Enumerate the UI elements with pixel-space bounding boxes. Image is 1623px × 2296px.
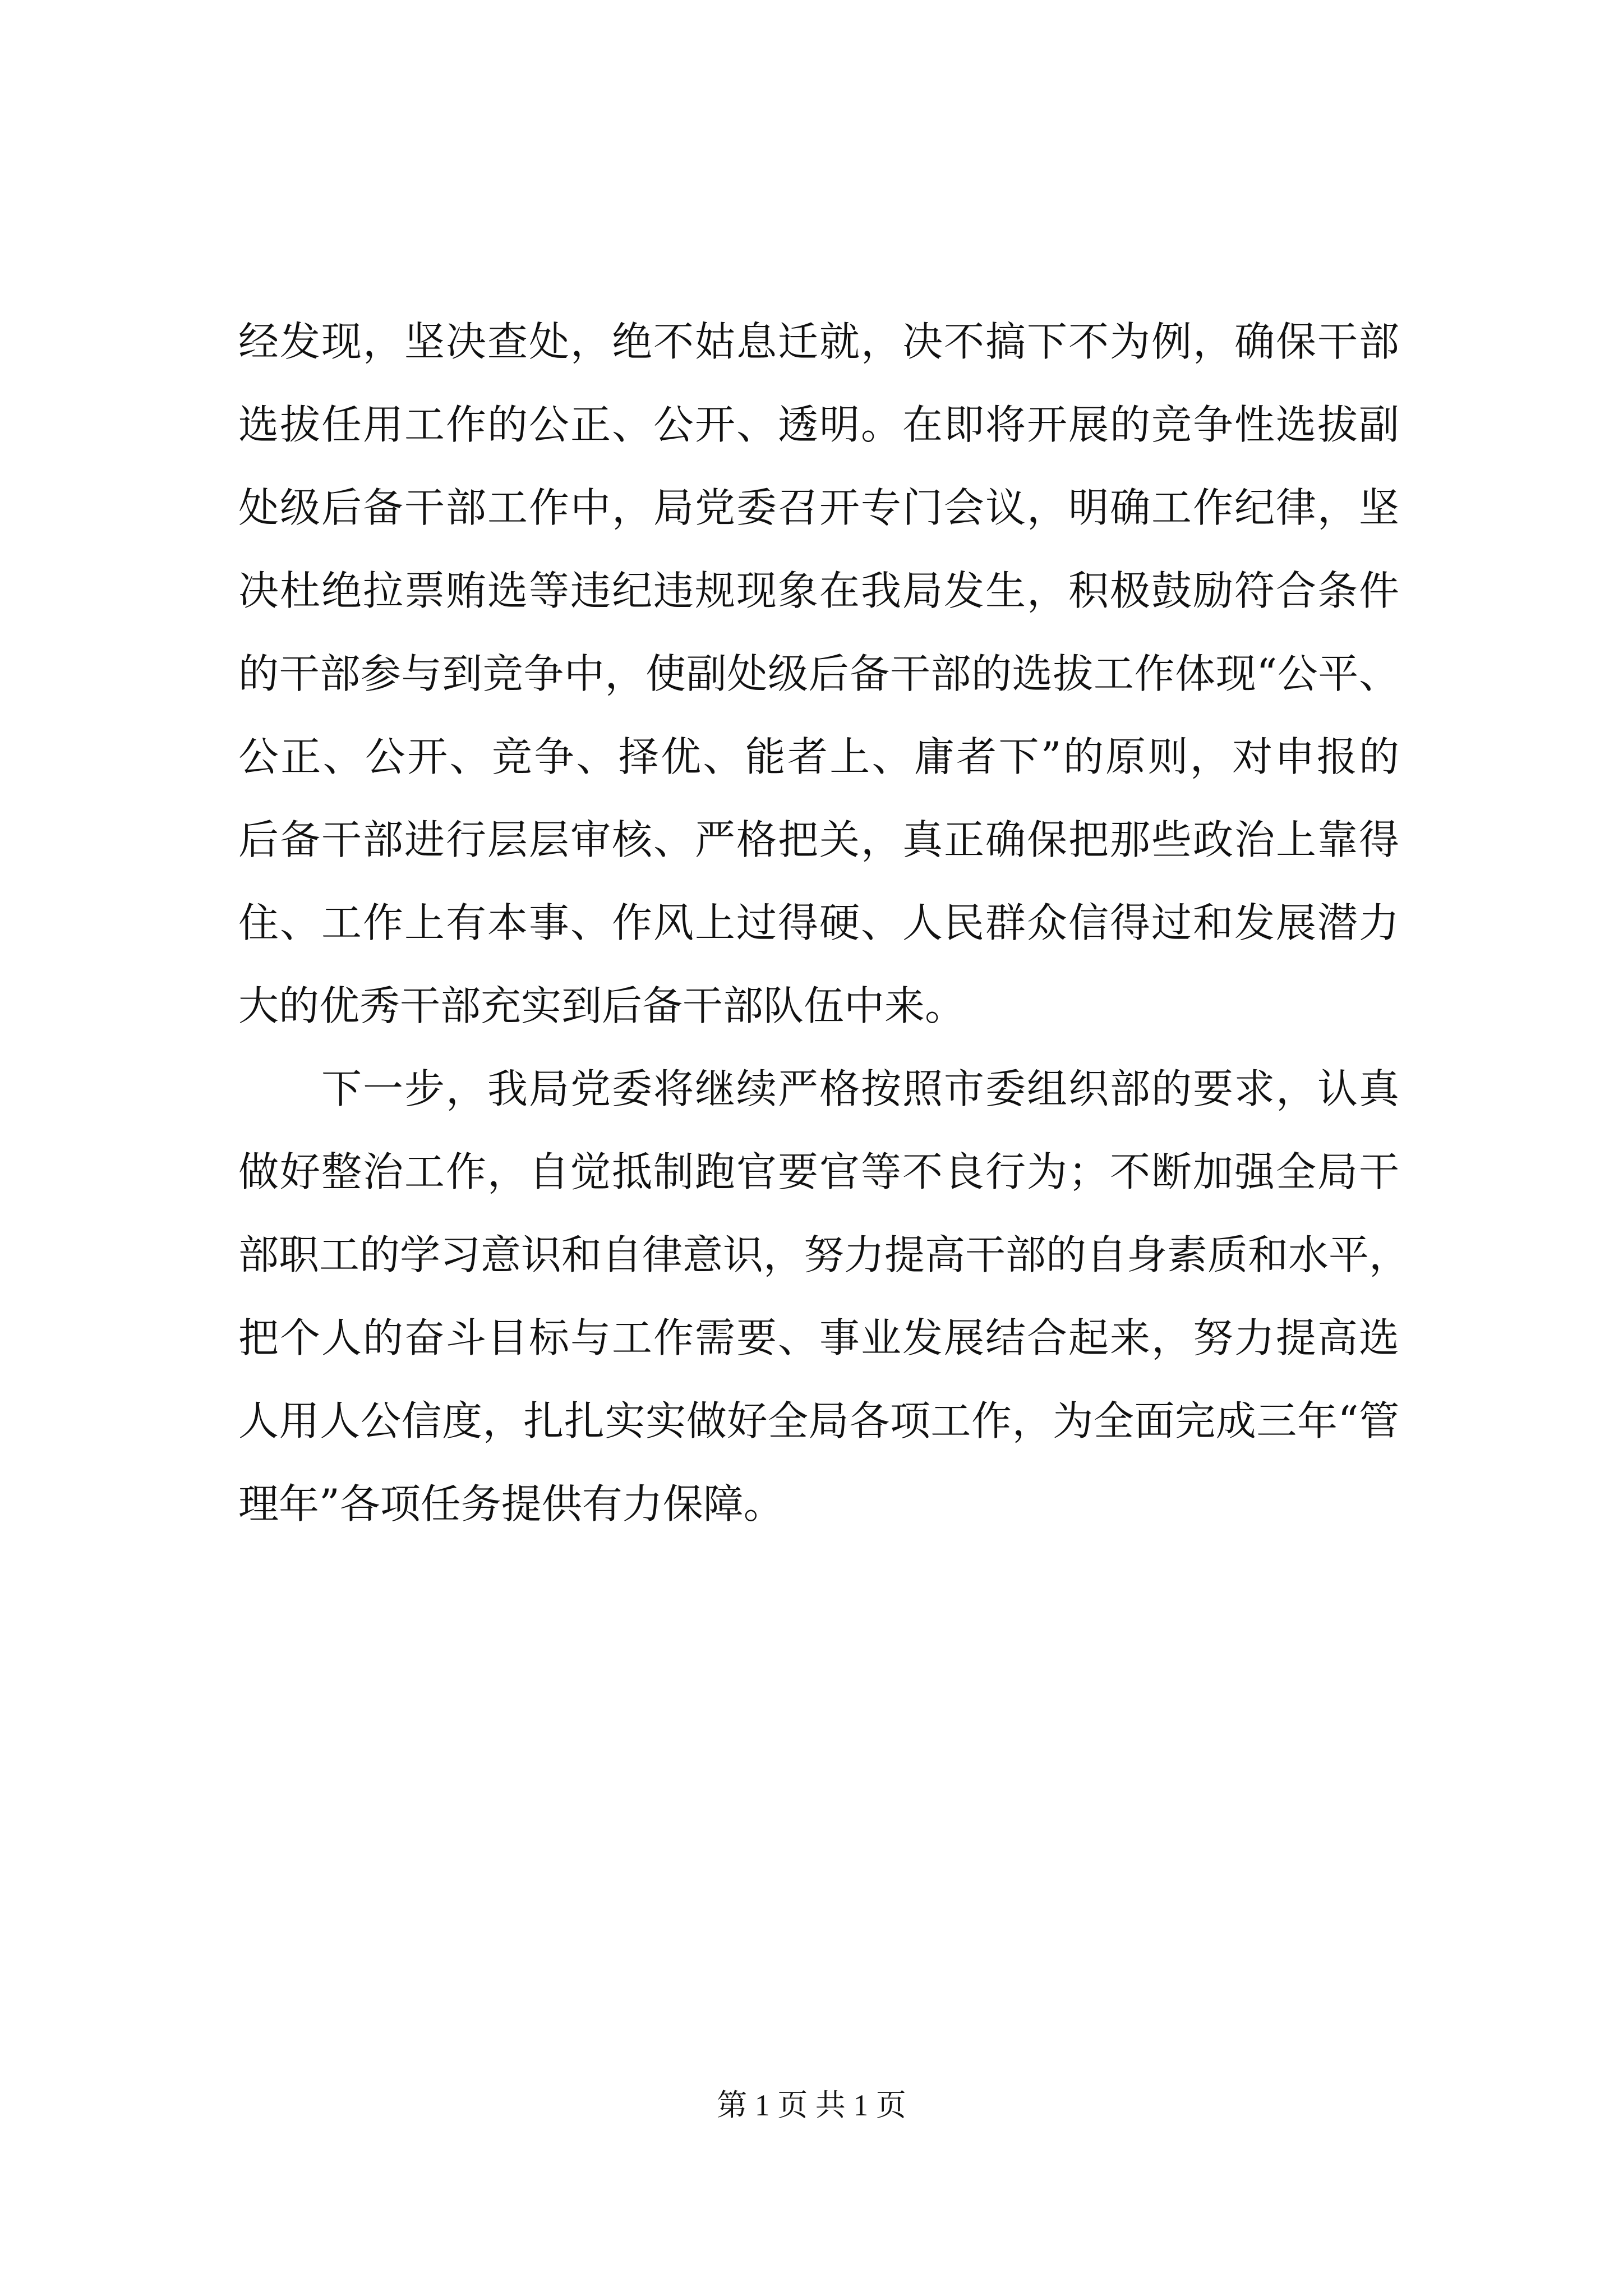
text-line: 大的优秀干部充实到后备干部队伍中来。	[238, 982, 966, 1029]
page-footer: 第 1 页 共 1 页	[717, 2088, 906, 2122]
text-line: 后备干部进行层层审核、严格把关，真正确保把那些政治上靠得	[238, 816, 1399, 863]
paragraph-2	[238, 1047, 1410, 1545]
paragraph-1	[238, 300, 1399, 1047]
text-line: 公正、公开、竞争、择优、能者上、庸者下”的原则，对申报的	[238, 733, 1399, 780]
text-line: 处级后备干部工作中，局党委召开专门会议，明确工作纪律，坚	[238, 484, 1399, 531]
text-line: 把个人的奋斗目标与工作需要、事业发展结合起来，努力提高选	[238, 1314, 1399, 1361]
text-line: 部职工的学习意识和自律意识，努力提高干部的自身素质和水平，	[238, 1231, 1410, 1278]
text-line: 的干部参与到竞争中，使副处级后备干部的选拔工作体现“公平、	[238, 650, 1399, 697]
text-line: 选拔任用工作的公正、公开、透明。在即将开展的竞争性选拔副	[238, 401, 1399, 448]
text-line: 做好整治工作，自觉抵制跑官要官等不良行为；不断加强全局干	[238, 1148, 1399, 1195]
text-line: 经发现，坚决查处，绝不姑息迁就，决不搞下不为例，确保干部	[238, 318, 1399, 365]
text-line: 下一步，我局党委将继续严格按照市委组织部的要求，认真	[321, 1065, 1399, 1112]
document-body	[238, 300, 1410, 1545]
text-line: 决杜绝拉票贿选等违纪违规现象在我局发生，积极鼓励符合条件	[238, 567, 1399, 614]
text-line: 人用人公信度，扎扎实实做好全局各项工作，为全面完成三年“管	[238, 1397, 1399, 1444]
text-line: 理年”各项任务提供有力保障。	[238, 1480, 784, 1527]
text-line: 住、工作上有本事、作风上过得硬、人民群众信得过和发展潜力	[238, 899, 1399, 946]
